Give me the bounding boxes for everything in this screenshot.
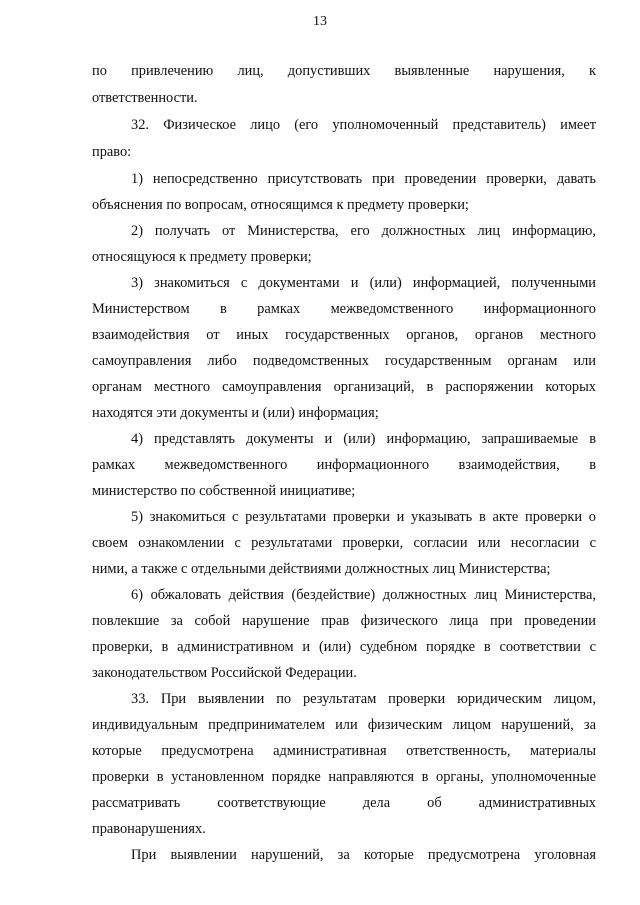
text-line: взаимодействия от иных государственных органов, органов местного — [92, 327, 596, 343]
text-line: индивидуальным предпринимателем или физическим лицом нарушений, за — [92, 717, 596, 733]
text-line: повлекшие за собой нарушение прав физического лица при проведении — [92, 613, 596, 629]
text-line: 5) знакомиться с результатами проверки и указывать в акте проверки о — [131, 509, 596, 525]
text-line: 1) непосредственно присутствовать при проведении проверки, давать — [131, 171, 596, 187]
text-line: органам местного самоуправления организаций, в распоряжении которых — [92, 379, 596, 395]
text-line: 4) представлять документы и (или) информацию, запрашиваемые в — [131, 431, 596, 447]
text-line: относящуюся к предмету проверки; — [92, 249, 312, 265]
text-line: право: — [92, 144, 132, 160]
text-line: проверки, в административном и (или) судебном порядке в соответствии с — [92, 639, 596, 655]
text-line: 6) обжаловать действия (бездействие) должностных лиц Министерства, — [131, 587, 596, 603]
text-line: ответственности. — [92, 90, 198, 106]
text-line: 2) получать от Министерства, его должностных лиц информацию, — [131, 223, 596, 239]
text-line: ними, а также с отдельными действиями должностных лиц Министерства; — [92, 561, 551, 577]
text-line: объяснения по вопросам, относящимся к предмету проверки; — [92, 197, 469, 213]
page-number: 13 — [313, 14, 327, 29]
text-line: своем ознакомлении с результатами проверки, согласии или несогласии с — [92, 535, 596, 551]
text-line: рассматривать соответствующие дела об административных — [92, 795, 596, 811]
text-line: 33. При выявлении по результатам проверки юридическим лицом, — [131, 691, 596, 707]
text-line: министерство по собственной инициативе; — [92, 483, 356, 499]
text-line: 32. Физическое лицо (его уполномоченный представитель) имеет — [131, 117, 596, 133]
text-line: 3) знакомиться с документами и (или) информацией, полученными — [131, 275, 596, 291]
text-line: законодательством Российской Федерации. — [92, 665, 357, 681]
text-line: проверки в установленном порядке направляются в органы, уполномоченные — [92, 769, 596, 785]
text-line: Министерством в рамках межведомственного информационного — [92, 301, 596, 317]
text-line: рамках межведомственного информационного взаимодействия, в — [92, 457, 596, 473]
text-line: которые предусмотрена административная ответственность, материалы — [92, 743, 596, 759]
text-line: При выявлении нарушений, за которые предусмотрена уголовная — [131, 847, 596, 863]
text-line: самоуправления либо подведомственных государственным органам или — [92, 353, 596, 369]
text-line: находятся эти документы и (или) информация; — [92, 405, 379, 421]
text-line: по привлечению лиц, допустивших выявленные нарушения, к — [92, 63, 596, 79]
text-line: правонарушениях. — [92, 821, 206, 837]
